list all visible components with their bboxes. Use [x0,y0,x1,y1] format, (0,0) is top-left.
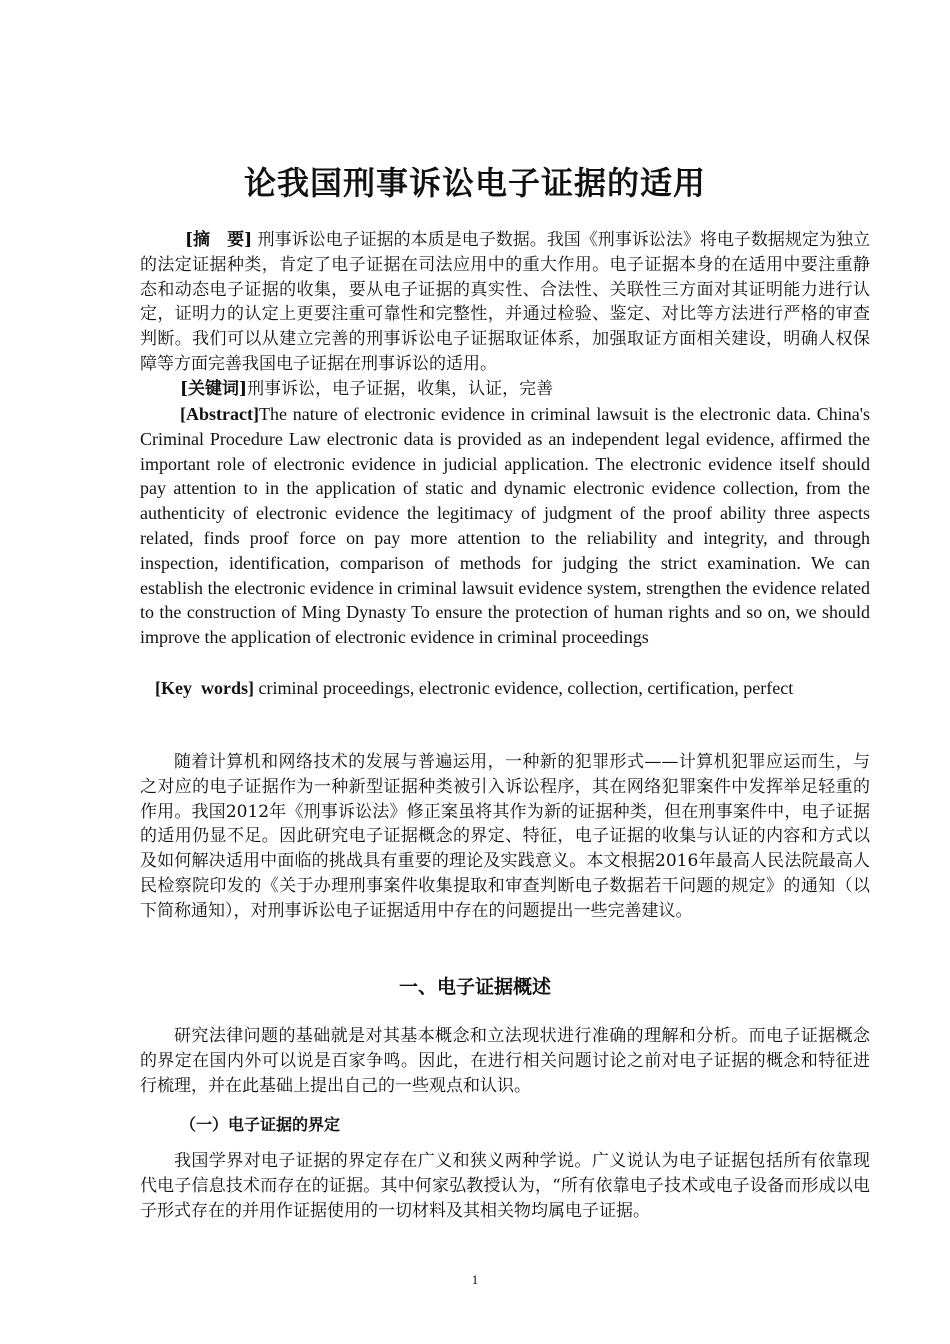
keywords-en-text: criminal proceedings, electronic evidence, collection, certification, perfect [258,678,794,698]
subsection-paragraph: 我国学界对电子证据的界定存在广义和狭义两种学说。广义说认为电子证据包括所有依靠现代电子信息技术而存在的证据。其中何家弘教授认为，“所有依靠电子技术或电子设备而形成以电子形式存在的并用作证据使用的一切材料及其相关物均属电子证据。 [140,1151,870,1221]
keywords-en [155,676,870,701]
abstract-en-text: The nature of electronic evidence in criminal lawsuit is the electronic data. China's Criminal Procedure Law electronic data is provided as an independent legal evidence, affirmed the important role of electronic evidence in judicial application. The electronic evidence itself should pay attention to in the application of static and dynamic electronic evidence collection, from the authenticity of electronic evidence the legitimacy of judgment of the proof ability three aspects related, finds proof force on pay more attention to the reliability and integrity, and through inspection, identification, comparison of methods for judging the strict examination. We can establish the electronic evidence in criminal lawsuit evidence system, strengthen the evidence related to the construction of Ming Dynasty To ensure the protection of human rights and so on, we should improve the application of electronic evidence in criminal proceedings [140,404,870,648]
abstract-cn [140,228,870,377]
section-heading: 一、电子证据概述 [398,976,551,998]
paper-title: 论我国刑事诉讼电子证据的适用 [243,164,706,202]
abstract-en [140,402,870,650]
subsection-heading: （一）电子证据的界定 [180,1115,341,1134]
abstract-cn-text: 刑事诉讼电子证据的本质是电子数据。我国《刑事诉讼法》将电子数据规定为独立的法定证据种类，肯定了电子证据在司法应用中的重大作用。电子证据本身的在适用中要注重静态和动态电子证据的收集，要从电子证据的真实性、合法性、关联性三方面对其证明能力进行认定，证明力的认定上更要注重可靠性和完整性，并通过检验、鉴定、对比等方法进行严格的审查判断。我们可以从建立完善的刑事诉讼电子证据取证体系，加强取证方面相关建设，明确人权保障等方面完善我国电子证据在刑事诉讼的适用。 [140,230,870,374]
section-paragraph: 研究法律问题的基础就是对其基本概念和立法现状进行准确的理解和分析。而电子证据概念的界定在国内外可以说是百家争鸣。因此，在进行相关问题讨论之前对电子证据的概念和特征进行梳理，并在此基础上提出自己的一些观点和认识。 [140,1026,870,1096]
page-number: 1 [471,1272,479,1287]
keywords-cn [140,377,870,402]
abstract-en-label: [Abstract] [180,404,259,424]
keywords-en-label: [Key words] [155,678,254,698]
abstract-cn-label: [摘 要] [185,230,253,250]
keywords-cn-label: [关键词] [180,379,248,399]
keywords-cn-text: 刑事诉讼，电子证据，收集，认证，完善 [247,379,554,399]
intro-paragraph: 随着计算机和网络技术的发展与普遍运用，一种新的犯罪形式——计算机犯罪应运而生，与之对应的电子证据作为一种新型证据种类被引入诉讼程序，其在网络犯罪案件中发挥举足轻重的作用。我国2012年《刑事诉讼法》修正案虽将其作为新的证据种类，但在刑事案件中，电子证据的适用仍显不足。因此研究电子证据概念的界定、特征，电子证据的收集与认证的内容和方式以及如何解决适用中面临的挑战具有重要的理论及实践意义。本文根据2016年最高人民法院最高人民检察院印发的《关于办理刑事案件收集提取和审查判断电子数据若干问题的规定》的通知（以下简称通知），对刑事诉讼电子证据适用中存在的问题提出一些完善建议。 [140,752,870,921]
